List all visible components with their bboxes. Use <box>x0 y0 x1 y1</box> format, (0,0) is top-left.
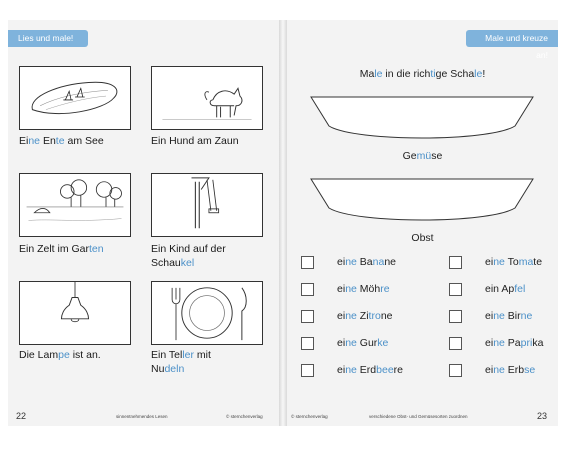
syllable: Ei <box>19 135 29 147</box>
syllable: Ein Zelt im Gar <box>19 243 90 255</box>
checkbox[interactable] <box>449 310 462 323</box>
syllable: Ma <box>359 68 375 80</box>
duck-pond-drawing <box>19 66 131 130</box>
checkbox[interactable] <box>301 283 314 296</box>
syllable: se <box>431 150 443 162</box>
tent-garden-drawing <box>19 173 131 237</box>
swing-drawing <box>151 173 263 237</box>
syllable: in die rich <box>382 68 431 80</box>
syllable-highlight: ne <box>345 337 357 349</box>
footer-section-left: sinnentnehmendes Lesen <box>116 414 168 419</box>
syllable: Ein Kind auf der <box>151 243 226 255</box>
syllable: Gur <box>356 337 378 349</box>
syllable: ei <box>485 310 494 322</box>
left-page-tab: Lies und male! <box>8 30 88 47</box>
syllable-highlight: ne <box>345 310 357 322</box>
dog-drawing <box>151 66 263 130</box>
item-label <box>485 364 535 377</box>
right-page-tab: Male und kreuze an! <box>466 30 558 47</box>
syllable: ka <box>532 337 544 349</box>
page-number-left: 22 <box>16 411 27 421</box>
caption-duck <box>19 134 139 149</box>
syllable: ge Scha <box>435 68 475 80</box>
syllable: Ge <box>402 150 417 162</box>
syllable-highlight: se <box>524 364 536 376</box>
instruction <box>287 68 558 80</box>
syllable-highlight: ke <box>377 337 389 349</box>
syllable: te <box>533 256 543 268</box>
syllable: To <box>504 256 519 268</box>
syllable-highlight: mü <box>416 150 432 162</box>
plate-cutlery-drawing <box>151 281 263 345</box>
syllable: Zi <box>356 310 369 322</box>
syllable-highlight: ne <box>345 364 357 376</box>
syllable-highlight: ne <box>493 337 505 349</box>
syllable: ei <box>337 310 346 322</box>
syllable: Die Lam <box>19 349 59 361</box>
footer-publisher-left: © sternchenverlag <box>226 414 263 419</box>
syllable: ne <box>380 310 393 322</box>
syllable-highlight: fel <box>514 283 526 295</box>
fruit-bowl[interactable] <box>309 178 535 228</box>
book-gutter <box>279 20 287 426</box>
syllable-highlight: ne <box>493 310 505 322</box>
syllable: ne <box>384 256 397 268</box>
checkbox[interactable] <box>449 256 462 269</box>
syllable-highlight: ti <box>430 68 436 80</box>
syllable: re <box>393 364 404 376</box>
syllable: ist an. <box>69 349 101 361</box>
caption-child-2 <box>151 256 271 271</box>
syllable-highlight: ma <box>518 256 534 268</box>
syllable: ei <box>485 337 494 349</box>
item-label <box>485 256 542 269</box>
item-label <box>485 283 525 296</box>
checkbox[interactable] <box>301 256 314 269</box>
syllable-highlight: ten <box>89 243 104 255</box>
syllable-highlight: ne <box>28 135 41 147</box>
syllable: Erb <box>504 364 525 376</box>
syllable: Obst <box>411 232 434 244</box>
syllable-highlight: deln <box>164 363 185 375</box>
caption-dog <box>151 134 271 149</box>
item-label <box>337 364 403 377</box>
syllable: mit <box>194 349 211 361</box>
checkbox[interactable] <box>301 337 314 350</box>
syllable: ei <box>337 283 346 295</box>
syllable: Schau <box>151 257 181 269</box>
syllable-highlight: tro <box>368 310 381 322</box>
caption-child-1 <box>151 242 271 257</box>
caption-plate-2 <box>151 362 271 377</box>
page-number-right: 23 <box>537 411 548 421</box>
syllable-highlight: na <box>372 256 385 268</box>
syllable-highlight: kel <box>180 257 195 269</box>
vegetable-bowl[interactable] <box>309 96 535 146</box>
syllable: ein Ap <box>485 283 515 295</box>
syllable: Bir <box>504 310 521 322</box>
checkbox[interactable] <box>301 364 314 377</box>
right-page <box>287 20 558 426</box>
syllable-highlight: ler <box>182 349 194 361</box>
checkbox[interactable] <box>449 283 462 296</box>
checkbox[interactable] <box>449 364 462 377</box>
syllable-highlight: re <box>380 283 390 295</box>
caption-tent <box>19 242 139 257</box>
item-label <box>337 256 396 269</box>
syllable: Möh <box>356 283 381 295</box>
item-label <box>485 337 543 350</box>
bowl-label-vegetables <box>287 150 558 162</box>
syllable: En <box>40 135 56 147</box>
item-label <box>485 310 532 323</box>
syllable-highlight: ne <box>345 256 357 268</box>
syllable-highlight: ne <box>520 310 533 322</box>
left-footer <box>8 406 279 426</box>
syllable-highlight: le <box>474 68 483 80</box>
syllable-highlight: ne <box>345 283 357 295</box>
syllable-highlight: le <box>374 68 383 80</box>
syllable-highlight: bee <box>376 364 394 376</box>
syllable: Ein Tel <box>151 349 183 361</box>
syllable: Erd <box>356 364 377 376</box>
syllable-highlight: ne <box>493 364 505 376</box>
syllable: ei <box>337 364 346 376</box>
bowl-label-fruit <box>287 232 558 244</box>
syllable: Nu <box>151 363 165 375</box>
syllable: ei <box>485 256 494 268</box>
footer-section-right: verschiedene Obst- und Gemüsesorten zuordnen <box>369 414 468 419</box>
caption-lamp <box>19 348 139 363</box>
item-label <box>337 310 393 323</box>
item-label <box>337 337 388 350</box>
caption-plate-1 <box>151 348 271 363</box>
syllable: Ba <box>356 256 373 268</box>
syllable: ! <box>482 68 486 80</box>
syllable: Pa <box>504 337 521 349</box>
syllable-highlight: te <box>55 135 65 147</box>
syllable: ei <box>485 364 494 376</box>
syllable-highlight: pri <box>520 337 533 349</box>
right-footer <box>287 406 558 426</box>
syllable-highlight: ne <box>493 256 505 268</box>
syllable: ei <box>337 256 346 268</box>
syllable-highlight: pe <box>58 349 70 361</box>
footer-publisher-right: © sternchenverlag <box>291 414 328 419</box>
checkbox[interactable] <box>449 337 462 350</box>
lamp-drawing <box>19 281 131 345</box>
syllable: Ein Hund am Zaun <box>151 135 239 147</box>
left-page <box>8 20 279 426</box>
checkbox[interactable] <box>301 310 314 323</box>
syllable: am See <box>64 135 104 147</box>
syllable: ei <box>337 337 346 349</box>
item-label <box>337 283 390 296</box>
